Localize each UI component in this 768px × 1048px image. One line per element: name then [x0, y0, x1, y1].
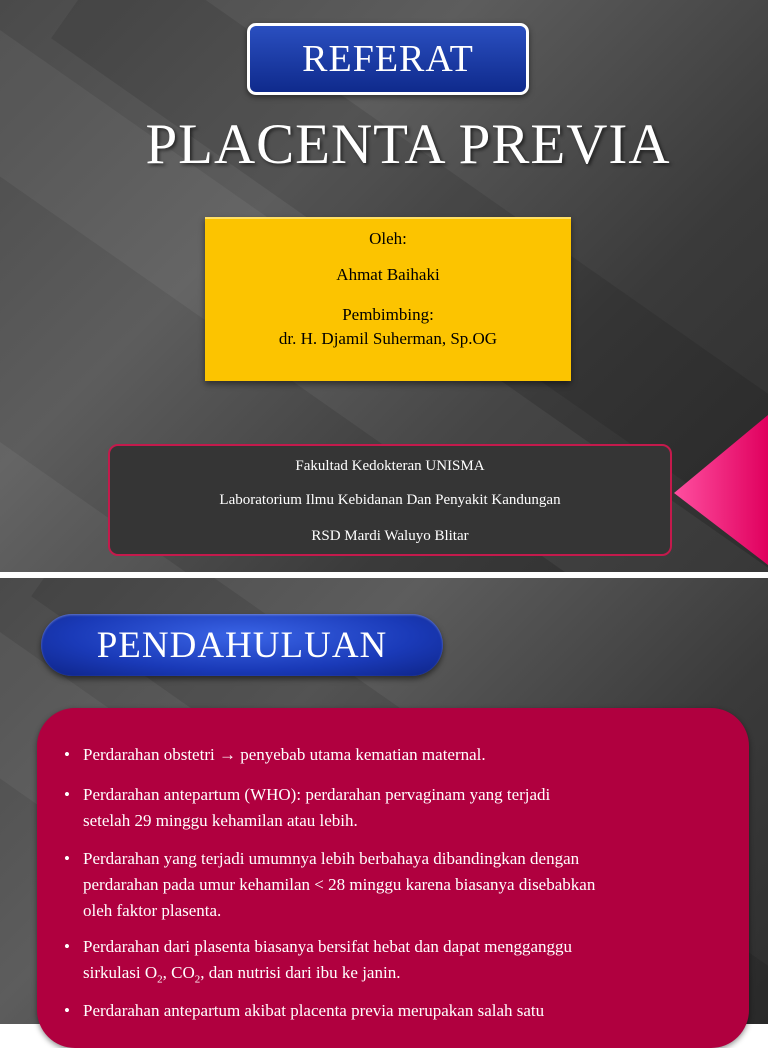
bullet-text: Perdarahan antepartum (WHO): perdarahan pervaginam yang terjadi [83, 785, 551, 804]
bullet-icon: • [64, 1001, 70, 1020]
subscript: 2 [157, 973, 163, 986]
pink-arrow-decoration [674, 415, 768, 565]
bullet-text: perdarahan pada umur kehamilan < 28 minggu karena biasanya disebabkan [83, 875, 596, 894]
bullet-icon: • [64, 745, 70, 764]
bullet-text [83, 960, 733, 986]
bullet-icon: • [64, 785, 70, 804]
bullet-text: oleh faktor plasenta. [83, 901, 222, 920]
bullet-item [64, 742, 733, 768]
bullet-icon: • [64, 937, 70, 956]
text-segment: , CO [162, 963, 195, 982]
subscript: 2 [194, 973, 201, 986]
slide-title: PLACENTA PREVIA [145, 113, 671, 176]
bullet-icon: • [64, 849, 70, 868]
hospital-line: RSD Mardi Waluyo Blitar [311, 528, 469, 544]
bullet-text: Perdarahan antepartum akibat placenta previa merupakan salah satu [83, 1001, 545, 1020]
author-box [205, 217, 571, 381]
bullet-item [64, 998, 733, 1024]
laboratory-line: Laboratorium Ilmu Kebidanan Dan Penyakit Kandungan [219, 492, 561, 508]
bullet-text: setelah 29 minggu kehamilan atau lebih. [83, 811, 358, 830]
section-heading: PENDAHULUAN [41, 614, 443, 676]
text-segment: sirkulasi O [83, 963, 158, 982]
by-label: Oleh: [369, 229, 407, 248]
supervisor-label: Pembimbing: [342, 305, 434, 324]
bullet-text: Perdarahan obstetri → penyebab utama kematian maternal. [83, 745, 486, 764]
institution-box [108, 444, 672, 556]
supervisor-name: dr. H. Djamil Suherman, Sp.OG [278, 329, 498, 348]
bullet-text: Perdarahan yang terjadi umumnya lebih berbahaya dibandingkan dengan [83, 849, 580, 868]
author-name: Ahmat Baihaki [336, 265, 440, 284]
referat-badge: REFERAT [247, 23, 529, 95]
bullet-item [64, 782, 733, 834]
bullet-text: Perdarahan dari plasenta biasanya bersifat hebat dan dapat mengganggu [83, 937, 573, 956]
bullet-item [64, 934, 733, 986]
text-segment: , dan nutrisi dari ibu ke janin. [200, 963, 401, 982]
bullet-item [64, 846, 733, 924]
faculty-line: Fakultad Kedokteran UNISMA [295, 458, 485, 474]
